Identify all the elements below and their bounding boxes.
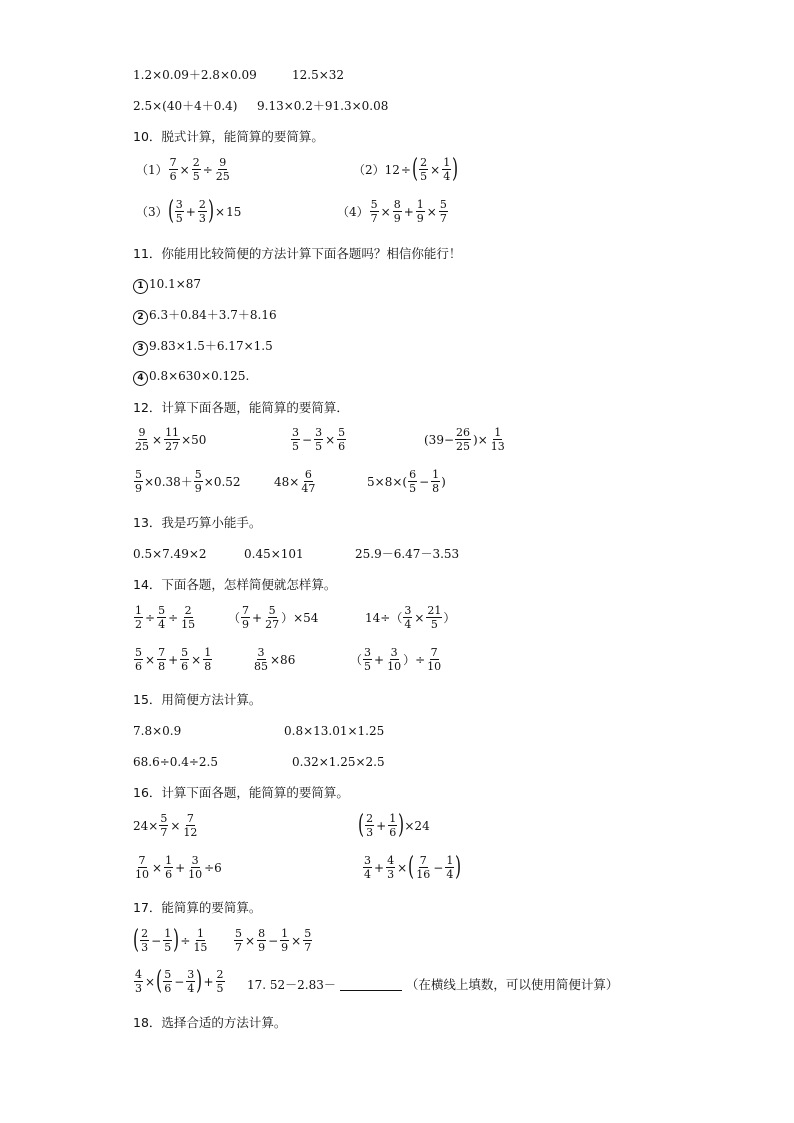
q17-expr-2: $\frac{5}{7}$ × $\frac{8}{9}$ − $\frac{1}{9}$ × $\frac{5}{7}$ [235, 927, 312, 954]
fraction: $\frac{1}{6}$ [165, 854, 173, 881]
fraction: $\frac{5}{6}$ [164, 968, 172, 995]
q14-expr-3: 14÷（ $\frac{3}{4}$ × $\frac{21}{5}$ ） [365, 604, 456, 631]
item-label: （3） [136, 204, 168, 219]
fraction: $\frac{1}{4}$ [443, 156, 451, 183]
number: 15 [226, 204, 242, 219]
q11-title: 11．你能用比较简便的方法计算下面各题吗？相信你能行！ [133, 246, 462, 261]
fraction: $\frac{1}{8}$ [432, 468, 440, 495]
circled-number: 3 [133, 341, 148, 356]
fraction: $\frac{7}{10}$ [427, 646, 442, 673]
item-text: 9.83×1.5＋6.17×1.5 [149, 339, 273, 353]
fraction: $\frac{2}{3}$ [141, 927, 149, 954]
fraction: $\frac{3}{10}$ [387, 646, 402, 673]
fraction: $\frac{3}{4}$ [364, 854, 371, 881]
fraction: $\frac{1}{5}$ [164, 927, 172, 954]
fraction: $\frac{1}{13}$ [490, 426, 505, 453]
q17-expr-1: ( $\frac{2}{3}$ − $\frac{1}{5}$ ) ÷ $\frac{1}{15}$ [133, 925, 208, 956]
fraction: $\frac{5}{7}$ [439, 198, 447, 225]
fraction: $\frac{5}{9}$ [194, 468, 202, 495]
fraction: $\frac{9}{25}$ [135, 426, 149, 453]
q11-item-2 [133, 309, 277, 325]
q14-expr-4: $\frac{5}{6}$ × $\frac{7}{8}$ + $\frac{5}{6}$ × $\frac{1}{8}$ [135, 646, 212, 673]
q12-expr-5 [274, 469, 317, 494]
fraction: $\frac{21}{5}$ [427, 604, 442, 631]
fraction: $\frac{2}{5}$ [420, 156, 428, 183]
fraction: $\frac{1}{9}$ [416, 198, 424, 225]
fraction: $\frac{7}{8}$ [158, 646, 166, 673]
q13-expr-a: 0.5×7.49×2 [133, 547, 207, 561]
fraction: $\frac{11}{27}$ [165, 426, 180, 453]
q14-expr-1: $\frac{1}{2}$ ÷ $\frac{5}{4}$ ÷ $\frac{2}{15}$ [135, 604, 196, 631]
fraction: $\frac{5}{7}$ [160, 812, 168, 839]
q11-item-3 [133, 340, 273, 356]
fraction: $\frac{1}{2}$ [135, 604, 142, 631]
q10-title: 10．脱式计算，能简算的要简算。 [133, 129, 324, 144]
q18-title: 18．选择合适的方法计算。 [133, 1015, 287, 1030]
fraction: $\frac{5}{6}$ [135, 646, 142, 673]
fraction: $\frac{5}{7}$ [304, 927, 312, 954]
q12-expr-2: $\frac{3}{5}$ − $\frac{3}{5}$ × $\frac{5}{6}$ [292, 426, 346, 453]
fraction: $\frac{3}{5}$ [364, 646, 372, 673]
fraction: $\frac{5}{7}$ [235, 927, 242, 954]
q15-title: 15．用简便方法计算。 [133, 692, 262, 707]
q10-item-2: （2） 12 ÷ ( $\frac{2}{5}$ × $\frac{1}{4}$ ) [353, 154, 459, 185]
expr-text: ×50 [181, 432, 207, 447]
fraction: $\frac{3}{4}$ [187, 968, 195, 995]
q15-expr-a: 7.8×0.9 [133, 724, 182, 738]
circled-number: 1 [133, 279, 148, 294]
fraction: $\frac{2}{3}$ [198, 198, 206, 225]
fraction: $\frac{1}{8}$ [204, 646, 212, 673]
fraction: $\frac{1}{15}$ [193, 927, 208, 954]
expr-text: ×0.52 [203, 474, 241, 489]
q16-title: 16．计算下面各题，能简算的要简算。 [133, 785, 349, 800]
q16-expr-2: ( $\frac{2}{3}$ + $\frac{1}{6}$ ) ×24 [358, 810, 430, 841]
fraction: $\frac{1}{6}$ [389, 812, 397, 839]
q15-expr-c: 68.6÷0.4÷2.5 [133, 755, 218, 769]
q15-expr-b: 0.8×13.01×1.25 [284, 724, 385, 738]
answer-blank[interactable] [340, 980, 402, 991]
expr-12-5x32: 12.5×32 [292, 68, 345, 82]
q11-item-1 [133, 278, 201, 294]
expr-text: ÷6 [204, 860, 222, 875]
fraction: $\frac{5}{6}$ [338, 426, 346, 453]
expr-text: ×24 [404, 818, 430, 833]
q15-expr-d: 0.32×1.25×2.5 [292, 755, 385, 769]
fraction: $\frac{4}{3}$ [135, 968, 142, 995]
fraction: $\frac{6}{5}$ [409, 468, 417, 495]
instruction-note: （在横线上填数，可以使用简便计算） [405, 977, 619, 992]
fraction: $\frac{3}{5}$ [315, 426, 323, 453]
expr-1-2x0-09: 1.2×0.09＋2.8×0.09 [133, 68, 257, 82]
q13-expr-b: 0.45×101 [244, 547, 304, 561]
q14-expr-2: （ $\frac{7}{9}$ + $\frac{5}{27}$ ）×54 [228, 604, 319, 631]
fraction: $\frac{7}{12}$ [183, 812, 198, 839]
q10-item-4: （4） $\frac{5}{7}$ × $\frac{8}{9}$ + $\frac{1}{9}$ × $\frac{5}{7}$ [337, 198, 447, 225]
item-label: （2） [353, 162, 385, 177]
circled-number: 4 [133, 371, 148, 386]
expr-text: 5×8×( [367, 474, 408, 489]
item-text: 0.8×630×0.125. [149, 369, 250, 383]
item-text: 10.1×87 [149, 277, 202, 291]
fraction: $\frac{7}{6}$ [169, 156, 177, 183]
expr-text: 14÷（ [365, 610, 403, 625]
q10-item-1: （1） $\frac{7}{6}$ × $\frac{2}{5}$ ÷ $\frac{9}{25}$ [136, 156, 230, 183]
fraction: $\frac{3}{4}$ [404, 604, 412, 631]
q14-expr-5 [252, 647, 295, 672]
expr-text: ）÷ [403, 652, 426, 667]
expr-2-5x40: 2.5×(40＋4＋0.4) [133, 99, 238, 113]
item-label: （1） [136, 162, 168, 177]
fraction: $\frac{2}{15}$ [181, 604, 196, 631]
q17-fill-in [247, 979, 618, 992]
expr-text: 17. 52－2.83－ [247, 978, 336, 993]
expr-text: 48× [274, 474, 300, 489]
fraction: $\frac{3}{5}$ [175, 198, 183, 225]
fraction: $\frac{8}{9}$ [393, 198, 401, 225]
fraction: $\frac{2}{3}$ [366, 812, 374, 839]
fraction: $\frac{7}{10}$ [135, 854, 149, 881]
item-label: （4） [337, 204, 369, 219]
q17-expr-3: $\frac{4}{3}$ × ( $\frac{5}{6}$ − $\frac{3}{4}$ ) + $\frac{2}{5}$ [135, 966, 224, 997]
q12-expr-1: $\frac{9}{25}$ × $\frac{11}{27}$ ×50 [135, 426, 207, 453]
fraction: $\frac{3}{85}$ [254, 646, 268, 673]
q14-title: 14．下面各题，怎样简便就怎样算。 [133, 577, 337, 592]
q12-expr-4 [133, 469, 241, 494]
q10-item-3: （3） ( $\frac{3}{5}$ + $\frac{2}{3}$ ) × 15 [136, 196, 242, 227]
q11-item-4 [133, 370, 249, 386]
paren: （ [350, 652, 363, 667]
fraction: $\frac{3}{5}$ [292, 426, 299, 453]
expr-9-13x0-2: 9.13×0.2＋91.3×0.08 [257, 99, 389, 113]
expr-text: ×86 [270, 652, 296, 667]
fraction: $\frac{1}{9}$ [281, 927, 289, 954]
fraction: $\frac{3}{10}$ [188, 854, 203, 881]
circled-number: 2 [133, 310, 148, 325]
fraction: $\frac{26}{25}$ [456, 426, 471, 453]
q16-expr-1: 24× $\frac{5}{7}$ × $\frac{7}{12}$ [133, 812, 198, 839]
fraction: $\frac{5}{7}$ [370, 198, 378, 225]
fraction: $\frac{5}{27}$ [265, 604, 280, 631]
paren: （ [228, 610, 241, 625]
q12-title: 12．计算下面各题，能简算的要简算． [133, 400, 349, 415]
q13-expr-c: 25.9－6.47－3.53 [355, 547, 460, 561]
q13-title: 13．我是巧算小能手。 [133, 515, 262, 530]
fraction: $\frac{4}{3}$ [387, 854, 395, 881]
fraction: $\frac{2}{5}$ [192, 156, 200, 183]
fraction: $\frac{2}{5}$ [216, 968, 224, 995]
fraction: $\frac{7}{9}$ [242, 604, 250, 631]
expr-text: ×0.38＋ [144, 474, 193, 489]
fraction: $\frac{5}{9}$ [135, 468, 142, 495]
fraction: $\frac{7}{16}$ [416, 854, 431, 881]
fraction: $\frac{5}{4}$ [158, 604, 166, 631]
paren: ） [443, 610, 456, 625]
expr-text: 24× [133, 818, 159, 833]
expr-text: ）×54 [281, 610, 319, 625]
q12-expr-6: 5×8×( $\frac{6}{5}$ − $\frac{1}{8}$ ) [367, 468, 446, 495]
q17-title: 17．能简算的要简算。 [133, 900, 262, 915]
fraction: $\frac{9}{25}$ [215, 156, 230, 183]
fraction: $\frac{5}{6}$ [181, 646, 189, 673]
fraction: $\frac{8}{9}$ [258, 927, 266, 954]
q16-expr-4: $\frac{3}{4}$ + $\frac{4}{3}$ × ( $\frac{7}{16}$ − $\frac{1}{4}$ ) [364, 852, 462, 883]
number: 12 [384, 162, 400, 177]
expr-text: (39− [424, 432, 455, 447]
item-text: 6.3＋0.84＋3.7＋8.16 [149, 308, 277, 322]
q14-expr-6: （ $\frac{3}{5}$ + $\frac{3}{10}$ ）÷ $\frac{7}{10}$ [350, 646, 442, 673]
fraction: $\frac{6}{47}$ [301, 468, 316, 495]
q16-expr-3: $\frac{7}{10}$ × $\frac{1}{6}$ + $\frac{3}{10}$ ÷6 [135, 854, 222, 881]
fraction: $\frac{1}{4}$ [446, 854, 454, 881]
q12-expr-3: (39− $\frac{26}{25}$ )× $\frac{1}{13}$ [424, 426, 505, 453]
